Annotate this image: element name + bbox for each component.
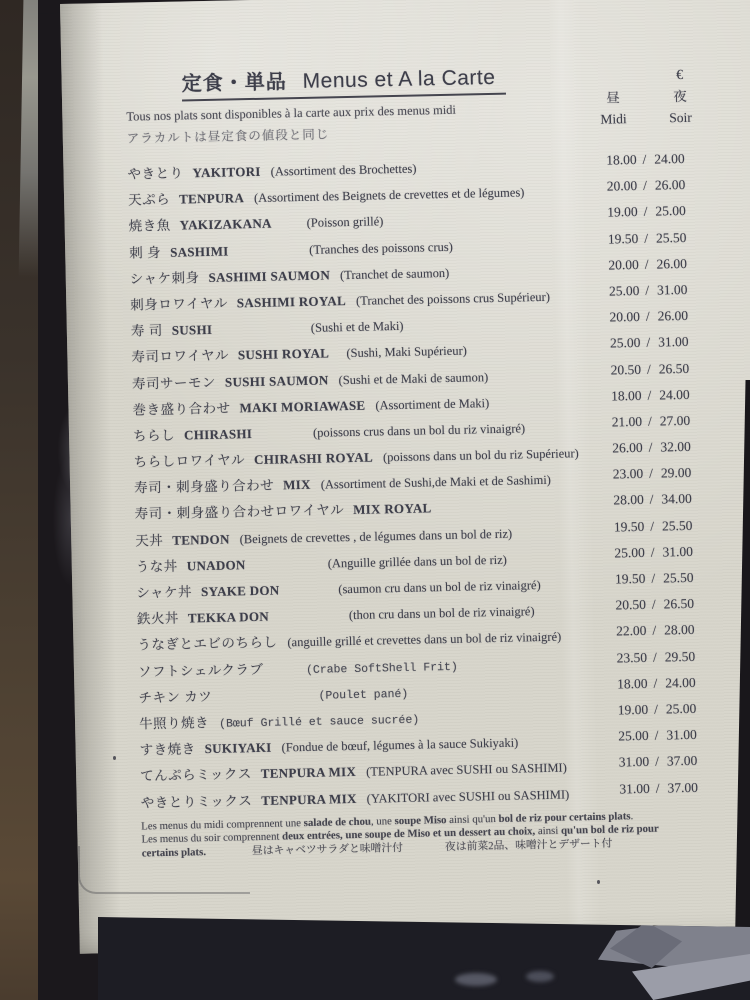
menu-content [60,0,750,862]
item-name [138,683,308,708]
item-prices [597,412,715,430]
item-name-japanese: 寿 司 [130,323,163,339]
item-name-latin: CHIRASHI [183,425,253,443]
item-name-japanese: やきとりミックス [140,792,253,810]
price-soir: 29.50 [664,648,696,665]
item-name [132,368,329,393]
column-midi-japanese: 昼 [606,90,620,106]
price-midi: 20.00 [609,309,641,325]
item-name [130,263,331,288]
price-midi: 23.50 [616,649,648,666]
price-separator: / [650,518,655,534]
price-midi: 25.00 [618,727,649,744]
item-name-latin: MIX [282,477,311,493]
price-soir: 24.00 [665,674,696,691]
item-prices [593,255,711,273]
menu-items-list [127,150,723,817]
menu-title-japanese: 定食・単品 [181,71,287,96]
price-midi: 18.00 [611,387,642,404]
price-midi: 31.00 [619,780,650,796]
price-separator: / [647,387,652,403]
item-description: (saumon cru dans un bol de riz vinaigré) [338,578,541,597]
sleeve-corner-line [78,846,250,894]
price-separator: / [643,204,648,220]
item-name-latin: TEKKA DON [187,608,270,626]
item-name [130,289,346,315]
item-name-latin: CHIRASHI ROYAL [253,449,374,468]
subtitle-japanese: アラカルトは昼定食の値段と同じ [126,127,330,146]
item-name-japanese: 刺 身 [129,244,162,261]
item-prices [603,700,721,718]
item-prices [602,674,720,692]
price-midi: 20.00 [608,256,639,273]
footnote-text: certains plats. [141,845,207,860]
item-name-japanese: 天丼 [135,532,164,549]
euro-symbol: € [675,67,684,84]
footnote-text: ainsi qu'un [446,812,499,826]
item-prices [593,229,711,247]
item-name [137,603,339,628]
item-description: (anguille grillé et crevettes dans un bol de riz vinaigré) [287,630,562,650]
item-name-latin: TENPURA [178,190,245,207]
price-midi: 19.50 [614,570,646,587]
item-name-latin: SASHIMI [169,243,229,260]
item-name-latin: TENPURA MIX [260,764,357,782]
item-name [131,316,301,341]
item-name [134,473,311,498]
footnote-text: salade de chou [303,815,372,829]
item-description: (Assortiment des Beignets de crevettes et de légumes) [253,185,525,206]
item-description: (poissons crus dans un bol du riz vinaigré) [312,421,526,440]
item-prices [601,622,719,640]
price-midi: 18.00 [606,151,637,168]
item-description: (Tranchet de saumon) [339,265,450,282]
price-midi: 25.00 [608,282,640,299]
footnote-text: deux entrées, une soupe de Miso et un dessert au choix, [282,825,536,843]
footnote-text: Les menus du midi comprennent une [141,816,304,833]
item-prices [600,569,718,587]
price-separator: / [645,282,650,298]
item-name-japanese: やきとり [127,165,184,182]
column-midi-label: Midi [600,111,627,127]
item-name-latin: YAKIZAKANA [179,215,272,233]
price-soir: 25.50 [662,569,694,586]
price-separator: / [655,753,660,770]
price-separator: / [652,623,657,639]
price-separator: / [651,570,656,586]
item-name-japanese: 巻き盛り合わせ [132,400,231,418]
price-separator: / [646,361,651,377]
price-soir: 25.50 [655,229,687,246]
item-name [129,238,299,263]
subtitle-french: Tous nos plats sont disponibles à la carte aux prix des menus midi [126,102,457,124]
price-separator: / [649,465,654,482]
price-separator: / [648,439,653,455]
price-soir: 25.00 [655,203,686,219]
item-name-latin: SASHIMI ROYAL [236,293,347,311]
item-prices [595,334,713,352]
price-soir: 25.50 [661,517,693,534]
item-prices [597,438,715,456]
item-name-latin: MIX ROYAL [352,500,432,518]
item-name [128,186,244,209]
footnote-text: Les menus du soir comprennent [141,830,283,846]
price-separator: / [654,727,659,743]
item-name-japanese: ちらし [132,427,176,444]
item-description: (Poisson grillé) [306,214,384,231]
footnote-text: 夜は前菜2品、味噌汁とデザート付 [444,837,613,853]
price-midi: 25.00 [614,544,645,561]
price-soir: 37.00 [666,753,698,769]
price-soir: 31.00 [658,334,689,350]
column-soir-label: Soir [669,109,692,126]
item-name-japanese: 寿司ロワイヤル [131,347,230,365]
item-prices [599,543,717,561]
item-name [133,421,303,446]
item-name-latin: SUSHI SAUMON [224,371,329,390]
item-description: (Assortiment de Maki) [375,395,490,413]
footnote-text: . [630,809,634,822]
price-soir: 24.00 [659,386,690,403]
item-description: (YAKITORI avec SUSHI ou SASHIMI) [366,787,570,806]
price-separator: / [644,230,649,246]
item-name-latin: SUSHI ROYAL [237,345,330,363]
price-midi: 19.50 [613,518,645,535]
item-prices [596,386,714,404]
price-separator: / [644,256,649,272]
menu-paper [60,0,750,954]
price-midi: 26.00 [612,439,643,456]
item-name [131,342,336,367]
price-separator: / [650,544,655,560]
item-name-japanese: 寿司・刺身盛り合わせ [134,477,275,496]
item-description: (Tranchet des poissons crus Supérieur) [355,289,551,308]
price-midi: 19.00 [607,204,638,220]
item-name-japanese: ソフトシェルクラブ [137,661,264,680]
item-prices [601,596,719,614]
price-separator: / [649,492,654,508]
footnote-text: bol de riz pour certains plats [498,809,631,825]
item-name-japanese: シャケ刺身 [129,269,200,287]
price-separator: / [642,151,647,167]
footnote-text: ainsi [535,824,562,838]
price-soir: 37.00 [667,779,699,795]
item-prices [591,150,709,168]
price-soir: 24.00 [654,150,685,167]
item-description: (Beignets de crevettes , de légumes dans un bol de riz) [239,526,513,546]
item-description: (Anguille grillée dans un bol de riz) [327,552,508,571]
item-name-japanese: 牛照り焼き [138,714,210,732]
price-midi: 23.00 [612,466,644,482]
item-prices [592,203,710,221]
item-name-japanese: チキン カツ [138,688,213,706]
item-prices [598,491,716,509]
glass-smudge [455,973,497,986]
item-prices [596,360,714,378]
item-name-japanese: ちらしロワイヤル [133,452,246,470]
price-separator: / [642,177,648,194]
price-soir: 26.00 [657,308,689,324]
price-soir: 26.00 [656,255,688,272]
item-name-latin: SUKIYAKI [204,739,272,757]
item-description: (poissons dans un bol du riz Supérieur) [382,446,579,465]
item-description: (Assortiment des Brochettes) [270,161,417,179]
item-name-japanese: 鉄火丼 [136,610,180,627]
footnote-text: soupe Miso [394,813,447,827]
price-soir: 32.00 [660,438,691,455]
item-name-japanese: 寿司・刺身盛り合わせロワイヤル [134,502,345,522]
item-name [135,527,230,550]
price-separator: / [647,413,652,429]
item-prices [603,726,721,744]
price-separator: / [652,649,657,665]
item-name [128,211,296,236]
menu-title-french: Menus et A la Carte [302,65,496,93]
price-soir: 26.00 [654,177,686,193]
item-description: (Sushi et de Maki de saumon) [338,369,489,387]
price-midi: 20.50 [610,361,642,378]
item-name-latin: TENPURA MIX [261,790,357,808]
price-soir: 26.50 [663,596,695,612]
footnote-text: 昼はキャベツサラダと味噌汁付 [251,841,404,857]
item-description: (Tranches des poissons crus) [309,239,453,257]
item-name-japanese: シャケ丼 [136,584,193,601]
item-name-latin: SASHIMI SAUMON [208,267,331,285]
item-name-japanese: 天ぷら [127,191,171,208]
item-name-latin: SYAKE DON [200,582,280,600]
item-description: (Fondue de bœuf, légumes à la sauce Sukiyaki) [281,735,519,755]
item-name-latin: YAKITORI [192,163,261,181]
item-name-japanese: うなぎとエビのちらし [137,634,278,653]
item-prices [592,177,710,195]
item-description: (TENPURA avec SUSHI ou SASHIMI) [366,760,567,780]
item-name-latin: TENDON [172,531,230,548]
price-separator: / [653,675,658,691]
item-name [139,736,271,760]
item-name-latin: SUSHI [171,322,213,338]
item-prices [599,517,717,535]
item-name [137,631,277,655]
item-name [136,578,328,603]
item-prices [602,648,720,666]
price-midi: 22.00 [615,623,647,639]
item-name [133,446,373,472]
paper-speck [597,880,600,884]
item-description: (Assortiment de Sushi,de Maki et de Sashimi) [320,473,552,492]
footnote-text: , une [370,814,395,828]
item-prices [594,281,712,299]
price-soir: 34.00 [661,491,692,507]
item-name [138,657,296,681]
item-description: (Poulet pané) [318,687,409,703]
price-separator: / [653,701,659,717]
item-prices [595,308,713,326]
item-description: (Bœuf Grillé et sauce sucrée) [218,713,420,731]
item-name-japanese: すき焼き [139,741,196,758]
item-prices [604,779,722,797]
item-prices [598,465,716,483]
item-prices [604,753,722,771]
price-soir: 31.00 [662,543,694,560]
price-soir: 29.00 [660,465,692,481]
price-midi: 19.50 [607,230,639,247]
item-name [127,160,261,184]
item-name [132,393,365,419]
price-separator: / [651,596,656,612]
price-midi: 21.00 [611,413,643,430]
price-midi: 25.00 [609,335,641,351]
item-name-japanese: てんぷらミックス [140,766,252,784]
price-separator: / [646,335,651,351]
price-soir: 31.00 [656,281,688,298]
item-name-latin: UNADON [186,557,246,574]
price-columns-header [589,56,709,136]
item-description: (Sushi, Maki Supérieur) [346,343,467,361]
item-name-japanese: 焼き魚 [128,218,171,234]
price-separator: / [655,780,660,796]
item-name [140,760,356,786]
paper-speck [113,756,116,760]
price-soir: 26.50 [658,360,690,377]
price-separator: / [645,308,650,324]
price-soir: 28.00 [664,622,695,638]
price-soir: 25.00 [665,700,697,717]
item-name-japanese: 刺身ロワイヤル [130,295,228,313]
item-name [140,786,356,812]
price-midi: 20.50 [615,597,647,613]
item-name-japanese: うな丼 [135,558,178,575]
price-midi: 19.00 [617,701,649,718]
footnote-text: qu'un bol de riz pour [560,822,659,837]
item-description: (Sushi et de Maki) [310,319,404,335]
price-midi: 28.00 [613,492,644,508]
item-name-latin: MAKI MORIAWASE [239,397,366,416]
item-name [139,711,209,733]
menu-header [125,56,709,146]
item-description: (Crabe SoftShell Frit) [305,660,458,677]
item-name-japanese: 寿司サーモン [131,374,217,392]
price-soir: 31.00 [666,726,697,743]
column-soir-japanese: 夜 [673,88,687,105]
title-block [125,61,506,147]
item-name [136,552,318,577]
glass-smudge [526,971,554,982]
price-midi: 20.00 [606,178,638,194]
price-midi: 18.00 [617,675,648,692]
price-soir: 27.00 [659,412,691,429]
price-midi: 31.00 [618,754,650,770]
menu-title [125,61,505,103]
item-description: (thon cru dans un bol de riz vinaigré) [348,604,535,623]
